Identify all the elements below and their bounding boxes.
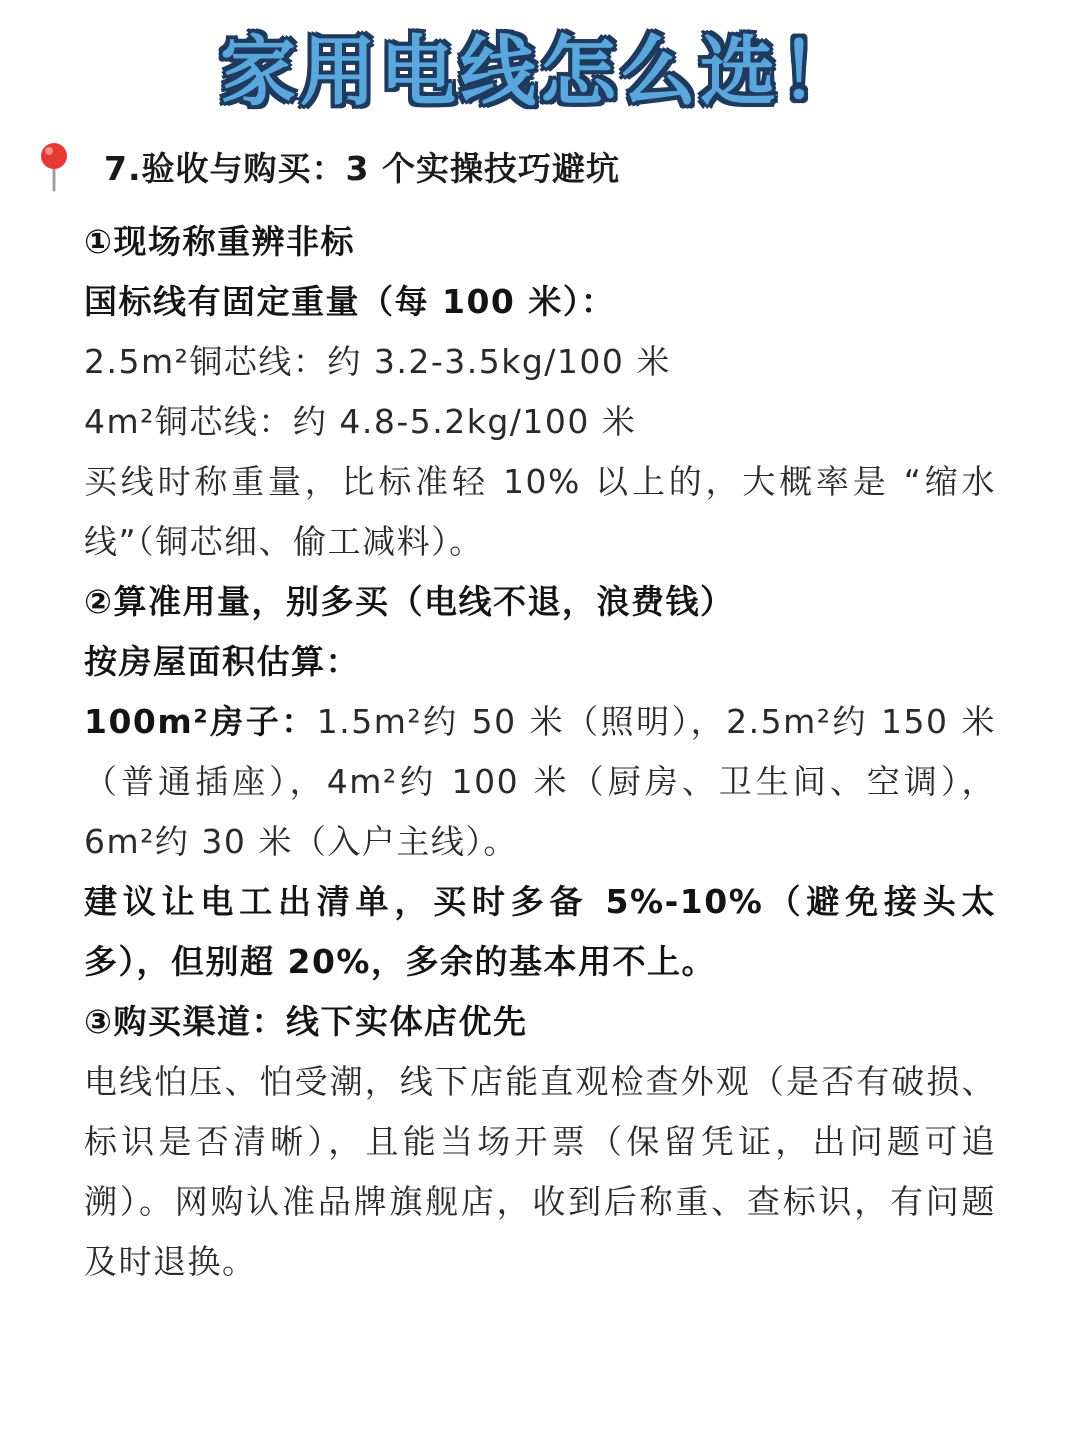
page-title: 家用电线怎么选！: [220, 27, 860, 116]
article-body: [84, 212, 996, 1292]
tip1-weight-4: 4m²铜芯线：约 4.8-5.2kg/100 米: [84, 402, 637, 441]
section-title: 7.验收与购买：3 个实操技巧避坑: [104, 148, 620, 188]
tip2-advice: 建议让电工出清单，买时多备 5%-10%（避免接头太多），但别超 20%，多余的基本用不上。: [84, 882, 996, 981]
tip2-usage-label: 100m²房子：: [84, 702, 317, 741]
tip3-heading: ③购买渠道：线下实体店优先: [84, 1002, 528, 1041]
tip2-heading: ②算准用量，别多买（电线不退，浪费钱）: [84, 582, 735, 621]
round-pushpin-icon: [34, 140, 74, 192]
tip1-note: 买线时称重量，比标准轻 10% 以上的，大概率是 “缩水线”（铜芯细、偷工减料）。: [84, 462, 996, 561]
tip1-weight-25: 2.5m²铜芯线：约 3.2-3.5kg/100 米: [84, 342, 671, 381]
tip2-usage-text: 1.5m²约 50 米（照明），2.5m²约 150 米（普通插座），4m²约 100 米（厨房、卫生间、空调），6m²约 30 米（入户主线）。: [84, 702, 996, 861]
tip1-subheading: 国标线有固定重量（每 100 米）：: [84, 282, 616, 321]
tip2-subheading: 按房屋面积估算：: [84, 642, 360, 681]
tip1-heading: ①现场称重辨非标: [84, 222, 355, 261]
tip3-body: 电线怕压、怕受潮，线下店能直观检查外观（是否有破损、标识是否清晰），且能当场开票（保留凭证，出问题可追溯）。网购认准品牌旗舰店，收到后称重、查标识，有问题及时退换。: [84, 1062, 996, 1281]
tip2-usage: [84, 692, 996, 872]
section-header: [34, 140, 620, 192]
